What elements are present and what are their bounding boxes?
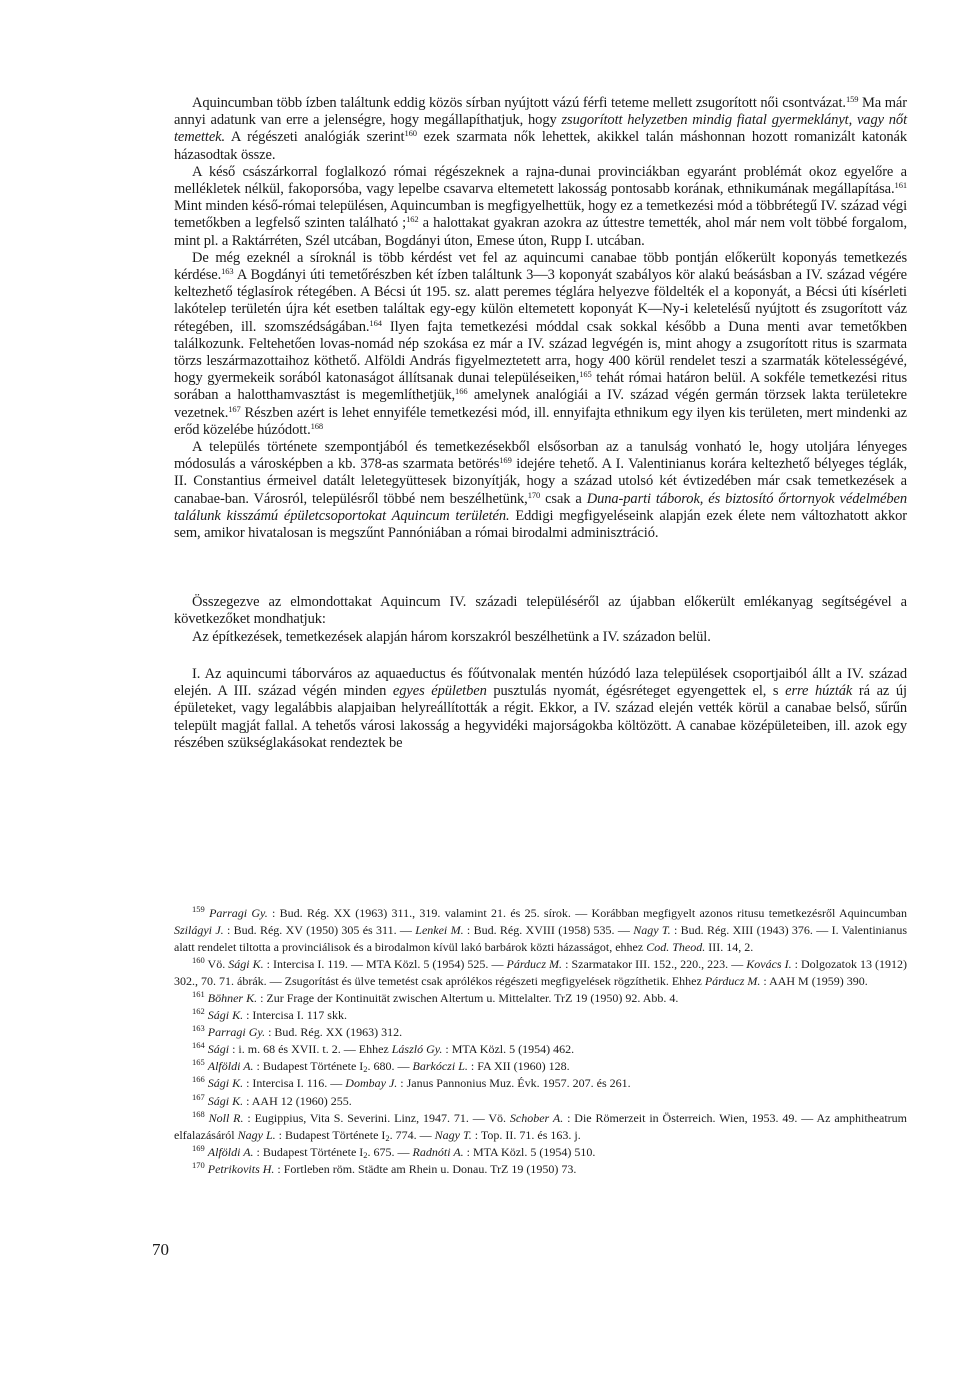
- footnote-ref: 168: [310, 420, 324, 431]
- footnote-ref: 162: [192, 1006, 205, 1017]
- section-spacer: [174, 542, 907, 594]
- footnote-ref: 161: [192, 989, 205, 1000]
- italic-text: Cod. Theod.: [646, 940, 706, 955]
- italic-text: Lenkei M.: [415, 923, 464, 938]
- summary-periods: Az építkezések, temetkezések alapján három korszakról beszélhetünk a IV. századon belül.: [192, 628, 711, 645]
- italic-text: Nagy T.: [633, 923, 671, 938]
- page-number: 70: [152, 1240, 169, 1259]
- footnote-ref: 161: [894, 180, 907, 191]
- footnote-ref: 170: [192, 1159, 205, 1170]
- footnote-ref: 168: [192, 1108, 205, 1119]
- italic-text: Noll R.: [208, 1110, 244, 1125]
- italic-text: Schober A.: [509, 1110, 564, 1125]
- footnote: $^{168}$ Noll R. : Eugippius, Vita S. Severini. Linz, 1947. 71. — Vö. Schober A. : Die Römerzeit in Österreich. Wien, 1953. 49. — Az amphitheatrum elfalazásáról Nagy L. : Budapest Története $I_2$. 774. — Nagy T. : Top. II. 71. és 163. j.: [174, 1108, 908, 1143]
- footnote: $^{164}$ Sági : i. m. 68 és XVII. t. 2. — Ehhez László Gy. : MTA Közl. 5 (1954) 462.: [192, 1040, 575, 1057]
- footnote: $^{167}$ Sági K. : AAH 12 (1960) 255.: [192, 1091, 352, 1108]
- footnote-ref: 163: [192, 1023, 205, 1034]
- paragraph-period-one: I. Az aquincumi táborváros az aquaeductus és főútvonalak mentén húzódó laza települések csoportjaiból állt a IV. század elején. A III. század végén minden egyes épületben pusztulás nyomát, égésréteget egyengettek el, s erre húzták rá az új épületeket, vagy legalábbis alapjaiban helyreállították a régit. Ekkor, a IV. század elején vették körül a canabae belső, sűrűn települt magját fallal. A tehetős városi lakosság a hegyvidéki majorságokba költözött. A canabae középületeiben, ill. azok egy részében szükséglakásokat rendeztek be: [174, 665, 907, 751]
- footnote: $^{165}$ Alföldi A. : Budapest Története $I_2$. 680. — Barkóczi L. : FA XII (1960) 128.: [192, 1057, 570, 1075]
- footnote-ref: 162: [406, 214, 419, 225]
- italic-text: Sági K.: [207, 1093, 244, 1108]
- italic-text: Radnóti A.: [412, 1144, 464, 1159]
- footnote-ref: 166: [455, 386, 468, 397]
- summary-intro: Összegezve az elmondottakat Aquincum IV. századi településéről az újabban előkerült emlékanyag segítségével a következőket mondhatjuk:: [174, 594, 907, 628]
- footnote: $^{163}$ Parragi Gy. : Bud. Rég. XX (1963) 312.: [192, 1023, 403, 1040]
- footnote: $^{160}$ Vö. Sági K. : Intercisa I. 119. — MTA Közl. 5 (1954) 525. — Párducz M. : Szarmatakor III. 152., 220., 223. — Kovács I. : Dolgozatok 13 (1912) 302., 70. 71. ábrák. — Zsugorítást és ülve temetést csak aprólékos régészeti megfigyelések rögzíthetik. Ehhez Párducz M. : AAH M (1959) 390.: [174, 955, 908, 989]
- footnote-ref: 165: [192, 1057, 205, 1068]
- italic-text: Parragi Gy.: [209, 906, 268, 920]
- paragraph: De még ezeknél a síroknál is több kérdést vet fel az aquincumi canabae több pontján előkerült koponyás temetkezés kérdése.$^{163}$ A Bogdányi úti temetőrészben két ízben találtunk 3—3 koponyát szabályos kör alakú beásásban a IV. század végére keltezhető téglasírok rétegében. A Bécsi út 195. sz. alatt peremes téglára helyezve földelték el a koponyát, a Bécsi úti kísérleti lakótelep területén újra két esetben találtak egy-egy külön eltemetett koponyát K—Ny-i keletelésű nyújtott és zsugorított váz rétegében, ill. szomszédságában.$^{164}$ Ilyen fajta temetkezési móddal csak sokkal később a Duna menti avar temetőkben találkozunk. Feltehetően lovas-nomád nép szokása ez már a IV. század legvégén is, mint ahogy a zsugorított ritus is szarmata törzs leszármazottaihoz köthető. Alföldi András figyelmeztetett arra, hogy 400 körül rendelet teszi a szarmaták kötelességévé, hogy gyermekeik sorából katonaságot állítsanak dunai településeiken,$^{165}$ tehát római határon belül. A sokféle temetkezési ritus sorában a halotthamvasztást is megemlíthetjük,$^{166}$ amelynek analógiái a IV. század végén germán törzsek lakta területekre vezetnek.$^{167}$ Részben azért is lehet ennyiféle temetkezési mód, ill. ennyifajta ethnikum egy ilyen kis területen, mert mindenki az erőd közelébe húzódott.$^{168}$: [174, 249, 907, 438]
- italic-text: Parragi Gy.: [207, 1025, 266, 1040]
- italic-text: Párducz M.: [704, 974, 761, 989]
- italic-text: Szilágyi J.: [174, 923, 224, 938]
- footnote: $^{169}$ Alföldi A. : Budapest Története $I_2$. 675. — Radnóti A. : MTA Közl. 5 (1954) 510.: [192, 1142, 596, 1160]
- footnote-ref: 164: [369, 317, 382, 328]
- section-spacer: [174, 646, 907, 666]
- italic-text: Sági: [207, 1042, 230, 1057]
- footnote: $^{166}$ Sági K. : Intercisa I. 116. — Dombay J. : Janus Pannonius Muz. Évk. 1957. 207. és 261.: [192, 1074, 631, 1091]
- italic-text: Párducz M.: [506, 957, 563, 972]
- footnote-ref: 164: [192, 1040, 205, 1051]
- italic-text: Duna-parti táborok, és biztosító őrtornyok védelmében találunk kisszámú épületcsoportokat Aquincum területén.: [174, 490, 907, 524]
- italic-text: Sági K.: [207, 1076, 244, 1091]
- footnote-ref: 159: [845, 94, 859, 104]
- main-text: [174, 95, 907, 752]
- paragraph: Aquincumban több ízben találtunk eddig közös sírban nyújtott vázú férfi teteme mellett zsugorított női csontvázat.$^{159}$ Ma már annyi adatunk van erre a jelenségre, hogy megállapíthatjuk, hogy zsugorított helyzetben mindig fiatal gyermeklányt, vagy nőt temettek. A régészeti analógiák szerint$^{160}$ ezek szarmata nők lehettek, akikkel talán máshonnan hozott romanizált katonák házasodtak össze.: [174, 94, 908, 163]
- footnote-ref: 165: [579, 369, 592, 380]
- italic-text: Kovács I.: [746, 957, 792, 972]
- footnote-ref: 169: [499, 455, 512, 466]
- italic-text: Böhner K.: [207, 991, 258, 1006]
- summary-block: [174, 594, 907, 646]
- footnote-ref: 169: [192, 1142, 205, 1153]
- italic-text: Nagy L.: [237, 1127, 276, 1142]
- italic-text: erre húzták: [785, 683, 853, 700]
- footnote-ref: 160: [192, 955, 205, 966]
- footnote-ref: 170: [527, 489, 541, 500]
- footnote-ref: 166: [192, 1074, 205, 1085]
- footnotes: [174, 905, 907, 1178]
- italic-text: Dombay J.: [345, 1076, 398, 1091]
- italic-text: Nagy T.: [434, 1127, 472, 1142]
- paragraph: A település története szempontjából és temetkezésekből elsősorban az a tanulság vonható le, hogy utoljára lényeges módosulás a városképben a kb. 378-as szarmata betörés$^{169}$ idejére tehető. A I. Valentinianus korára keltezhető bélyeges téglák, II. Constantius érmeivel datált leletegyüttesek bizonyítják, hogy a század utolsó két évtizedében már csak temetkezések a canabae-ban. Városról, településről többé nem beszélhetünk,$^{170}$ csak a Duna-parti táborok, és biztosító őrtornyok védelmében találunk kisszámú épületcsoportokat Aquincum területén. Eddigi megfigyeléseink alapján ezek élete nem változhatott akkor sem, amikor hivatalosan is megszűnt Pannóniában a római birodalmi adminisztráció.: [174, 439, 907, 542]
- italic-text: Alföldi A.: [207, 1059, 254, 1074]
- footnote-ref: 159: [192, 904, 205, 914]
- italic-text: Petrikovits H.: [207, 1161, 275, 1176]
- italic-text: Sági K.: [228, 957, 264, 972]
- footnote-ref: 167: [228, 403, 241, 414]
- footnote: $^{170}$ Petrikovits H. : Fortleben röm. Städte am Rhein u. Donau. TrZ 19 (1950) 73.: [192, 1159, 577, 1176]
- paragraph: A késő császárkorral foglalkozó római régészeknek a rajna-dunai provinciákban egyaránt problémát okoz egyelőre a mellékletek nélkül, fakoporsóba, vagy lepelbe csavarva eltemetett lakosság pontosabb korának, ethnikumának megállapítása.$^{161}$ Mint minden késő-római településen, Aquincumban is megfigyelhettük, hogy ez a temetkezési mód a többrétegű IV. század végi temetőkben a legfelső szinten található ;$^{162}$ a halottakat gyakran azokra az úttestre temették, ahol már nem volt többé forgalom, mint pl. a Raktárréten, Szél utcában, Bogdányi úton, Emese úton, Rupp I. utcában.: [174, 163, 907, 249]
- italic-text: zsugorított helyzetben mindig fiatal gyermeklányt, vagy nőt temettek.: [174, 112, 908, 146]
- subscript: 2: [363, 1149, 368, 1160]
- footnote: $^{161}$ Böhner K. : Zur Frage der Kontinuität zwischen Altertum u. Mittelalter. TrZ 19 (1950) 92. Abb. 4.: [192, 989, 679, 1006]
- footnote-ref: 167: [192, 1091, 205, 1102]
- italic-text: Barkóczi L.: [412, 1059, 468, 1074]
- subscript: 2: [363, 1064, 368, 1075]
- italic-text: Sági K.: [207, 1008, 244, 1023]
- footnote-ref: 160: [404, 128, 417, 139]
- footnote: $^{162}$ Sági K. : Intercisa I. 117 skk.: [192, 1006, 347, 1023]
- italic-text: László Gy.: [391, 1042, 443, 1057]
- footnote-ref: 163: [221, 266, 234, 277]
- italic-text: Alföldi A.: [207, 1144, 254, 1159]
- subscript: 2: [385, 1132, 390, 1143]
- footnote: $^{159}$ Parragi Gy. : Bud. Rég. XX (1963) 311., 319. valamint 21. és 25. sírok. — Korábban megfigyelt azonos ritusu temetkezésről Aquincumban Szilágyi J. : Bud. Rég. XV (1950) 305 és 311. — Lenkei M. : Bud. Rég. XVIII (1958) 535. — Nagy T. : Bud. Rég. XIII (1943) 376. — I. Valentinianus alatt rendelet tiltotta a provinciálisok és a birodalmon kívül lakó barbárok közti házasságot, ehhez Cod. Theod. III. 14, 2.: [174, 904, 908, 955]
- italic-text: egyes épületben: [392, 683, 487, 700]
